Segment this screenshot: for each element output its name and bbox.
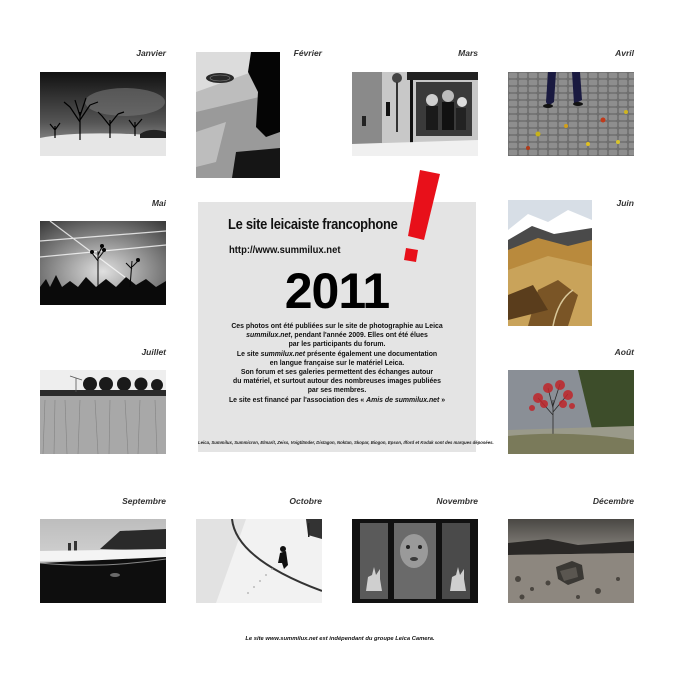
association-name: Amis de summilux.net [366,396,440,404]
description-line: Le site est financé par l'association des « Amis de summilux.net » [228,396,446,404]
photo-mars [352,72,478,156]
description-line: Son forum et ses galeries permettent des échanges autour [240,369,434,377]
site-url[interactable]: http://www.summilux.net [229,244,341,256]
month-label-septembre: Septembre [122,496,166,506]
month-label-decembre: Décembre [592,496,634,506]
description-line: summilux.net, pendant l'année 2009. Elles ont été élues [246,332,428,340]
description-line: par ses membres. [307,387,367,395]
month-label-mai: Mai [151,198,166,208]
photo-mai [40,221,166,305]
site-name-italic: summilux.net [260,350,306,358]
month-label-aout: Août [614,347,634,357]
month-label-juin: Juin [616,198,634,208]
footer-disclaimer: Le site www.summilux.net est indépendant du groupe Leica Camera. [245,636,435,642]
month-label-novembre: Novembre [436,496,478,506]
trademark-notice: Leica, Summilux, Summicron, Elmarit, Zeiss, Voigtländer, Distagon, Noktan, Skopar, Biogon, Epson, Ilford et Kodak sont des marques déposées. [198,440,494,445]
photo-novembre [352,519,478,603]
description-line: en langue française sur le matériel Leica. [269,359,405,367]
photo-decembre [508,519,634,603]
photo-octobre [196,519,322,603]
site-title: Le site leicaiste francophone [228,216,398,233]
photo-avril [508,72,634,156]
description-line: Ces photos ont été publiées sur le site de photographie au Leica [231,323,443,330]
description-text [208,322,466,405]
month-label-juillet: Juillet [141,347,166,357]
site-name-italic: summilux.net [246,332,291,340]
month-label-mars: Mars [458,48,478,58]
photo-fevrier [196,52,280,178]
description-line: par les participants du forum. [288,341,386,349]
photo-juin [508,200,592,326]
calendar-year: 2011 [284,263,390,319]
description-line: Le site summilux.net présente également une documentation [236,350,438,358]
photo-aout [508,370,634,454]
month-label-avril: Avril [615,48,634,58]
photo-janvier [40,72,166,156]
photo-juillet [40,370,166,454]
description-line: du matériel, et surtout autour des nombreuses images publiées [233,378,441,386]
month-label-janvier: Janvier [136,48,166,58]
month-label-octobre: Octobre [289,496,322,506]
exclamation-mark-icon [398,168,448,268]
photo-septembre [40,519,166,603]
month-label-fevrier: Février [293,48,322,58]
